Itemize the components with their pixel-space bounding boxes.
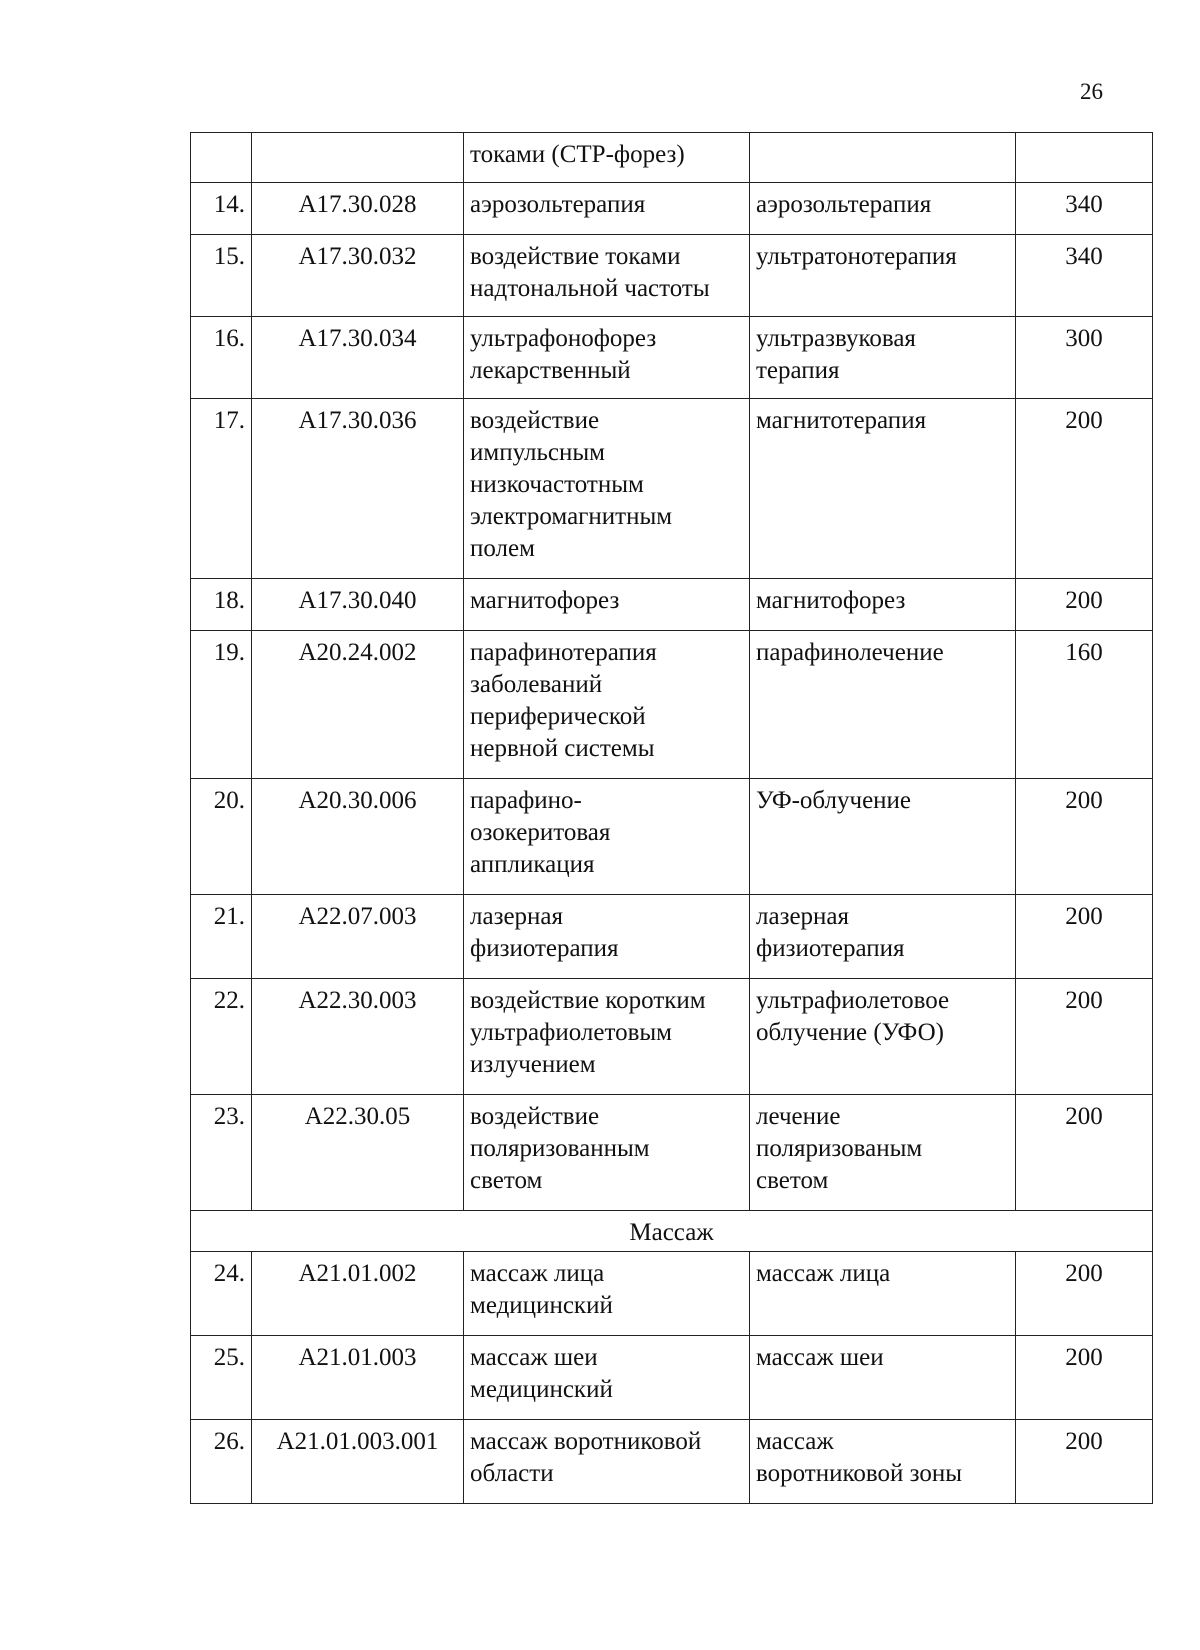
service-code: А17.30.036 (252, 399, 464, 579)
row-number: 23. (191, 1095, 252, 1211)
service-code: А21.01.002 (252, 1252, 464, 1336)
service-name: массаж воротниковой области (464, 1420, 750, 1504)
service-code: А17.30.034 (252, 317, 464, 399)
service-code: А21.01.003 (252, 1336, 464, 1420)
row-number: 17. (191, 399, 252, 579)
table-row (191, 317, 1153, 399)
service-name: лазерная физиотерапия (464, 895, 750, 979)
table-row (191, 1095, 1153, 1211)
row-number: 21. (191, 895, 252, 979)
row-number: 22. (191, 979, 252, 1095)
service-code: А20.24.002 (252, 631, 464, 779)
service-alt-name: массаж лица (750, 1252, 1016, 1336)
service-code: А20.30.006 (252, 779, 464, 895)
service-price: 300 (1016, 317, 1153, 399)
service-price: 200 (1016, 1420, 1153, 1504)
table-row (191, 779, 1153, 895)
service-code: А17.30.032 (252, 235, 464, 317)
row-number: 24. (191, 1252, 252, 1336)
row-number (191, 133, 252, 183)
service-alt-name: аэрозольтерапия (750, 183, 1016, 235)
row-number: 15. (191, 235, 252, 317)
row-number: 18. (191, 579, 252, 631)
service-name: аэрозольтерапия (464, 183, 750, 235)
row-number: 19. (191, 631, 252, 779)
service-code: А22.07.003 (252, 895, 464, 979)
service-code: А22.30.05 (252, 1095, 464, 1211)
service-alt-name: массаж воротниковой зоны (750, 1420, 1016, 1504)
service-alt-name: ультразвуковая терапия (750, 317, 1016, 399)
service-price: 160 (1016, 631, 1153, 779)
table-row (191, 1336, 1153, 1420)
service-price: 200 (1016, 895, 1153, 979)
table-row (191, 579, 1153, 631)
service-name: токами (СТР-форез) (464, 133, 750, 183)
service-price: 340 (1016, 183, 1153, 235)
table-row (191, 979, 1153, 1095)
service-name: воздействие поляризованным светом (464, 1095, 750, 1211)
service-alt-name: ультрафиолетовое облучение (УФО) (750, 979, 1016, 1095)
row-number: 25. (191, 1336, 252, 1420)
section-row (191, 1211, 1153, 1252)
service-alt-name: магнитотерапия (750, 399, 1016, 579)
table-row (191, 235, 1153, 317)
service-price: 200 (1016, 399, 1153, 579)
service-alt-name: ультратонотерапия (750, 235, 1016, 317)
service-name: магнитофорез (464, 579, 750, 631)
section-title: Массаж (191, 1211, 1153, 1252)
service-price: 200 (1016, 579, 1153, 631)
row-number: 14. (191, 183, 252, 235)
service-alt-name: лечение поляризованым светом (750, 1095, 1016, 1211)
service-code: А22.30.003 (252, 979, 464, 1095)
row-number: 20. (191, 779, 252, 895)
service-code: А17.30.040 (252, 579, 464, 631)
service-alt-name (750, 133, 1016, 183)
service-alt-name: лазерная физиотерапия (750, 895, 1016, 979)
service-name: воздействие токами надтональной частоты (464, 235, 750, 317)
service-name: воздействие коротким ультрафиолетовым излучением (464, 979, 750, 1095)
service-name: воздействие импульсным низкочастотным электромагнитным полем (464, 399, 750, 579)
service-code (252, 133, 464, 183)
row-number: 26. (191, 1420, 252, 1504)
service-name: массаж шеи медицинский (464, 1336, 750, 1420)
row-number: 16. (191, 317, 252, 399)
table-row (191, 895, 1153, 979)
service-price: 200 (1016, 1095, 1153, 1211)
service-code: А21.01.003.001 (252, 1420, 464, 1504)
table-body (191, 133, 1153, 1504)
service-price: 200 (1016, 779, 1153, 895)
service-name: ультрафонофорез лекарственный (464, 317, 750, 399)
service-name: парафинотерапия заболеваний периферической нервной системы (464, 631, 750, 779)
service-code: А17.30.028 (252, 183, 464, 235)
service-alt-name: парафинолечение (750, 631, 1016, 779)
service-price: 200 (1016, 1252, 1153, 1336)
service-name: парафино- озокеритовая аппликация (464, 779, 750, 895)
services-price-table (190, 132, 1153, 1504)
table-row (191, 133, 1153, 183)
service-name: массаж лица медицинский (464, 1252, 750, 1336)
table-row (191, 631, 1153, 779)
table-row (191, 183, 1153, 235)
service-alt-name: магнитофорез (750, 579, 1016, 631)
page-number: 26 (1080, 79, 1103, 104)
service-alt-name: массаж шеи (750, 1336, 1016, 1420)
service-price: 200 (1016, 1336, 1153, 1420)
service-price: 200 (1016, 979, 1153, 1095)
table-row (191, 399, 1153, 579)
service-price (1016, 133, 1153, 183)
table-row (191, 1252, 1153, 1336)
table-row (191, 1420, 1153, 1504)
service-alt-name: УФ-облучение (750, 779, 1016, 895)
service-price: 340 (1016, 235, 1153, 317)
